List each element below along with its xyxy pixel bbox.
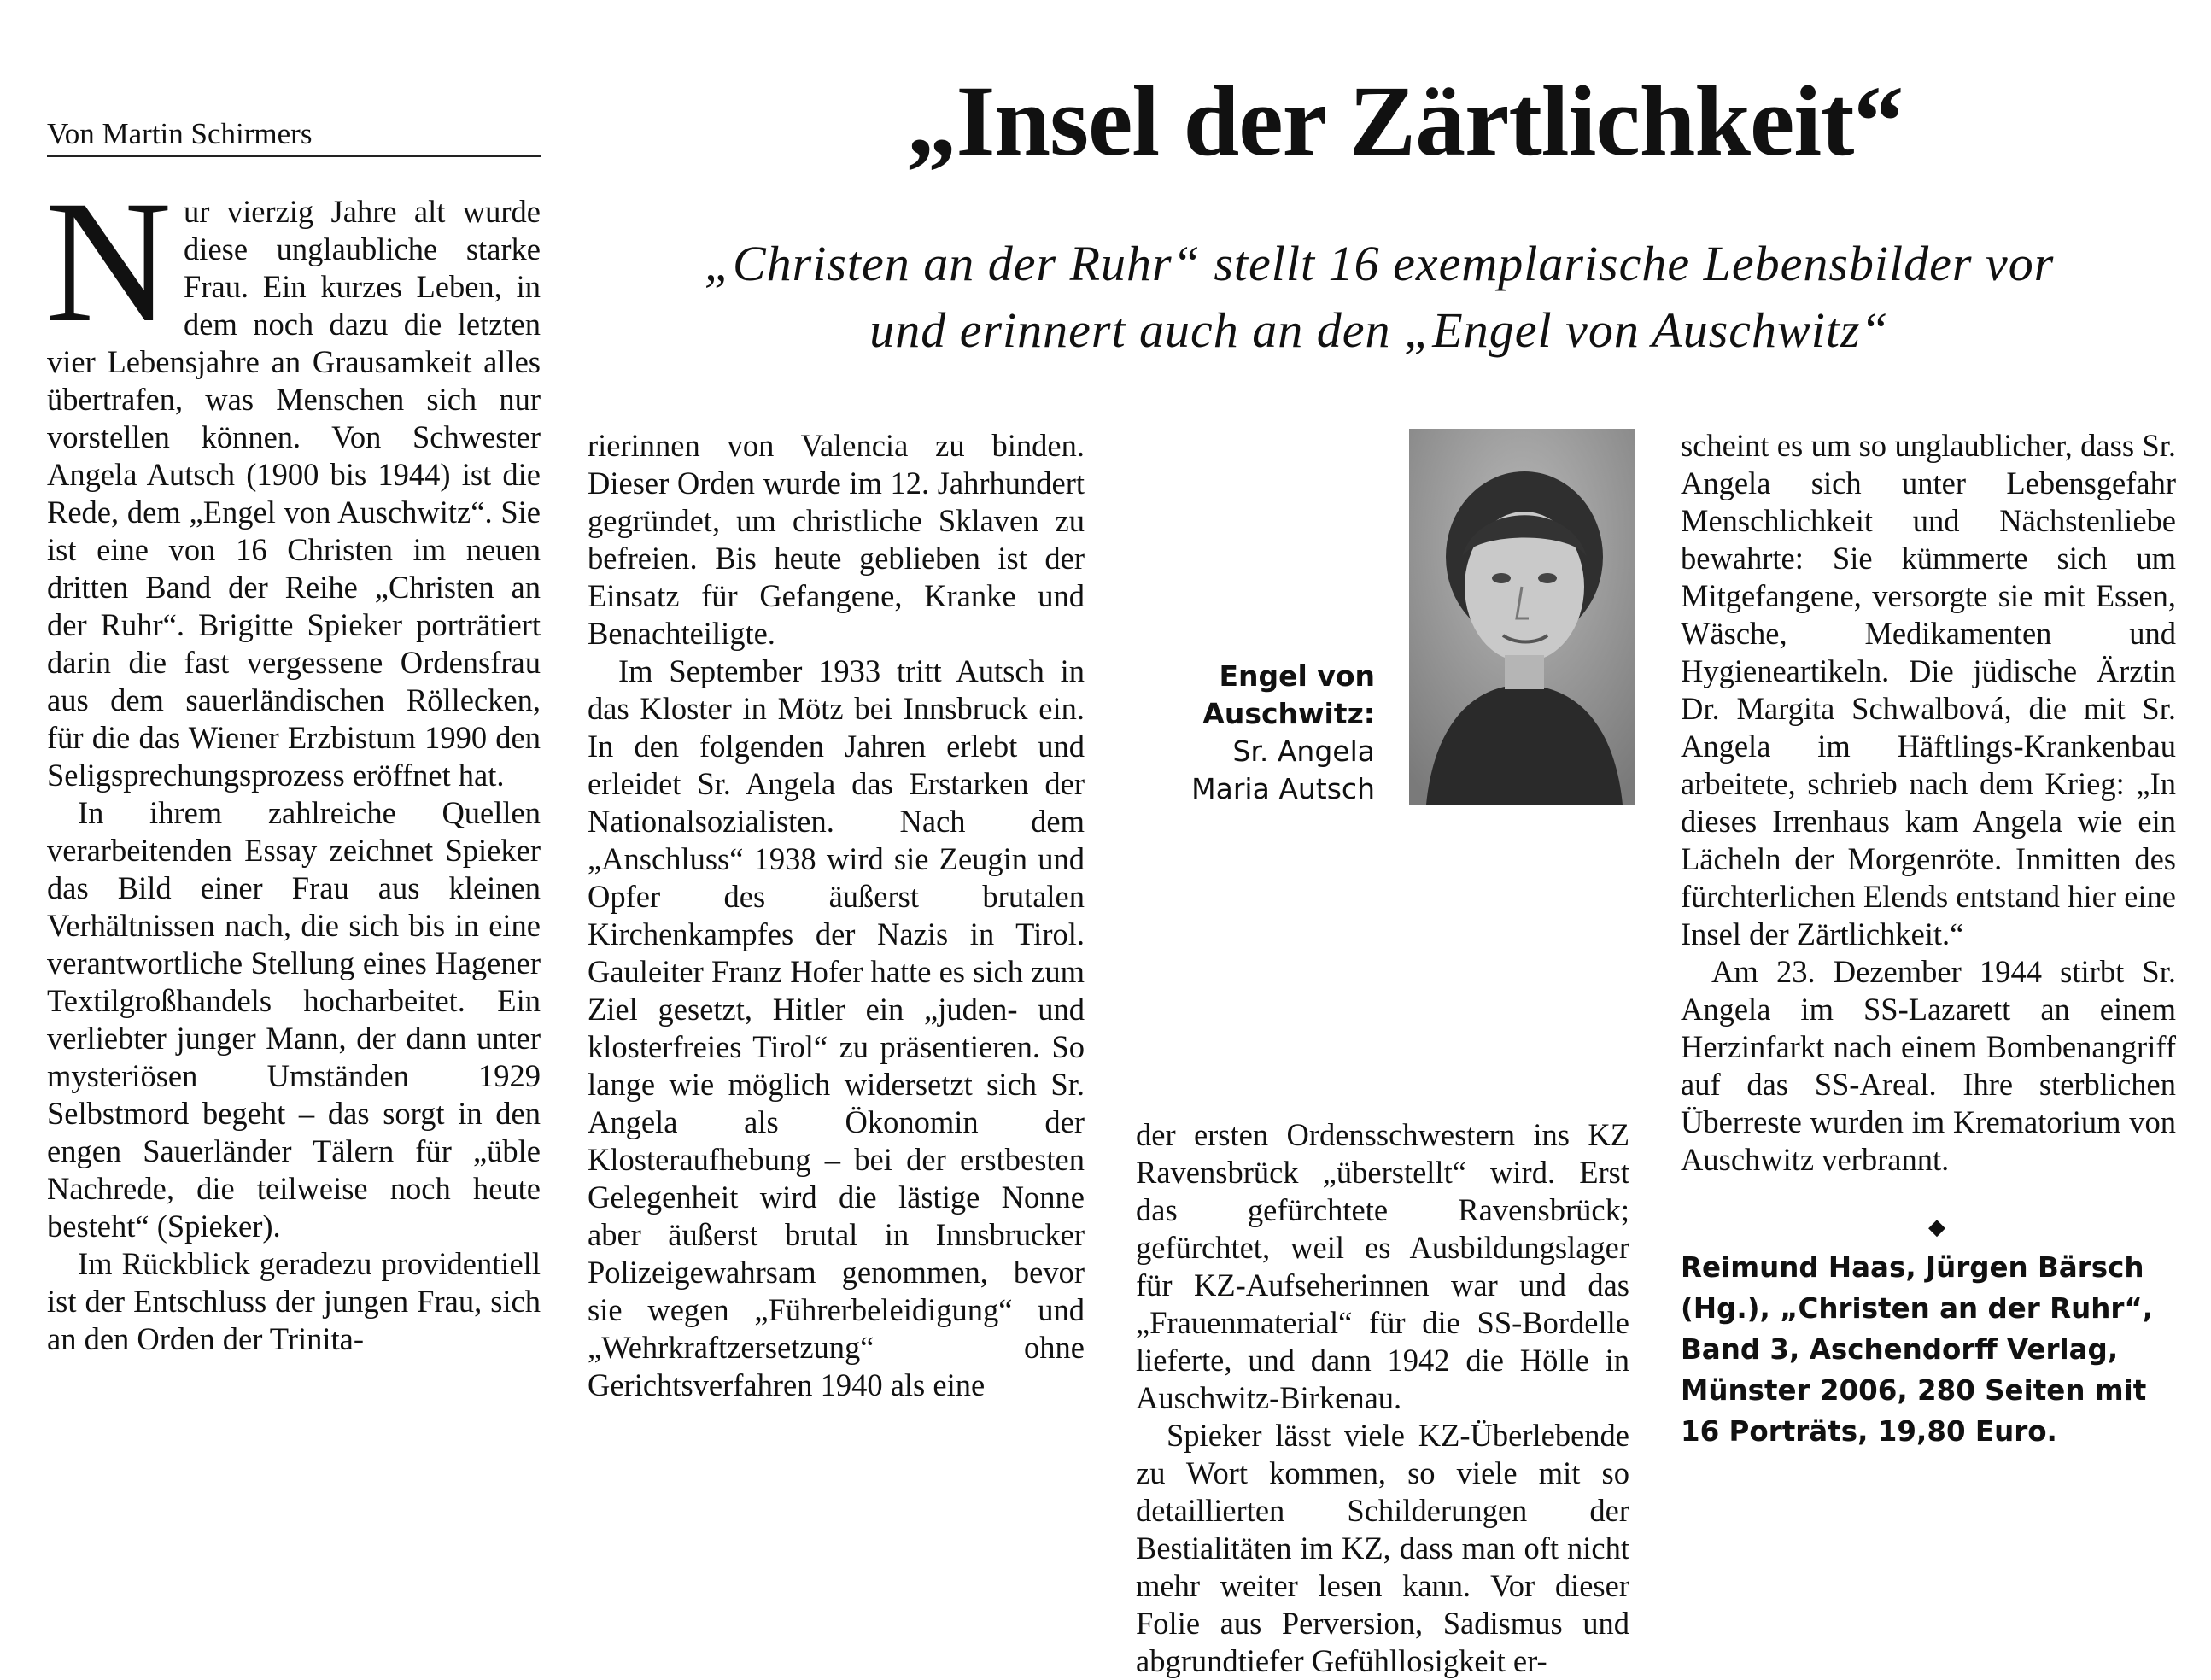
caption-title-line-2: Auschwitz: — [1202, 697, 1375, 730]
caption-text-line-1: Sr. Angela — [1232, 735, 1375, 768]
paragraph — [45, 165, 541, 794]
portrait-image — [1409, 429, 1635, 805]
book-info-line: Band 3, Aschendorff Verlag, — [1681, 1333, 2119, 1366]
paragraph-text: ur vierzig Jahre alt wurde diese unglaubliche starke Frau. Ein kurzes Leben, in dem noch dazu die letzten vier Lebensjahre an Grausamkeit alles übertrafen, was Menschen sich nur vorstellen können. Von Schwester Angela Autsch (1900 bis 1944) ist die Rede, dem „Engel von Auschwitz“. Sie ist eine von 16 Christen im neuen dritten Band der Reihe „Christen an der Ruhr“. Brigitte Spieker porträtiert darin die fast vergessene Ordensfrau aus dem sauerländischen Röllecken, für die das Wiener Erzbistum 1990 den Seligsprechungsprozess eröffnet hat. — [47, 194, 541, 793]
caption-title-line-1: Engel von — [1219, 659, 1375, 693]
book-info-line: (Hg.), „Christen an der Ruhr“, — [1681, 1292, 2154, 1325]
article-column-2 — [588, 427, 1085, 1404]
book-info-line: 16 Porträts, 19,80 Euro. — [1681, 1415, 2057, 1448]
subheadline-line-1: „Christen an der Ruhr“ stellt 16 exemplarische Lebensbilder vor — [704, 236, 2055, 291]
paragraph: In ihrem zahlreiche Quellen verarbeitenden Essay zeichnet Spieker das Bild einer Frau aus kleinen Verhältnissen nach, die sich bis in eine verantwortliche Stellung eines Hagener Textilgroßhandels hocharbeitet. Ein verliebter junger Mann, der dann unter mysteriösen Umständen 1929 Selbstmord begeht – das sorgt in den engen Sauerländer Tälern für „üble Nachrede, die teilweise noch heute besteht“ (Spieker). — [47, 795, 541, 1244]
headline: „Insel der Zärtlichkeit“ — [906, 65, 1904, 177]
photo-caption — [1161, 658, 1375, 808]
book-info — [1681, 1247, 2176, 1452]
subheadline — [598, 231, 2161, 364]
book-info-line: Reimund Haas, Jürgen Bärsch — [1681, 1251, 2144, 1284]
paragraph: Am 23. Dezember 1944 stirbt Sr. Angela im SS-Lazarett an einem Herzinfarkt nach einem Bombenangriff auf das SS-Areal. Ihre sterblichen Überreste wurden im Krematorium von Auschwitz verbrannt. — [1681, 954, 2176, 1177]
article-column-1 — [45, 165, 541, 1358]
article-column-3 — [1136, 1116, 1629, 1680]
paragraph: der ersten Ordensschwestern ins KZ Ravensbrück „überstellt“ wird. Erst das gefürchtete Ravensbrück; gefürchtet, weil es Ausbildungslager für KZ-Aufseherinnen war und das „Frauenmaterial“ für die SS-Bordelle lieferte, und dann 1942 die Hölle in Auschwitz-Birkenau. — [1136, 1117, 1629, 1415]
portrait-photo — [1409, 429, 1635, 805]
paragraph: Im September 1933 tritt Autsch in das Kloster in Mötz bei Innsbruck ein. In den folgenden Jahren erlebt und erleidet Sr. Angela das Erstarken der Nationalsozialisten. Nach dem „Anschluss“ 1938 wird sie Zeugin und Opfer des äußerst brutalen Kirchenkampfes der Nazis in Tirol. Gauleiter Franz Hofer hatte es sich zum Ziel gesetzt, Hitler ein „juden- und klosterfreies Tirol“ zu präsentieren. So lange wie möglich widersetzt sich Sr. Angela als Ökonomin der Klosteraufhebung – bei der erstbesten Gelegenheit wird die lästige Nonne aber äußerst brutal in Innsbrucker Polizeigewahrsam genommen, bevor sie wegen „Führerbeleidigung“ und „Wehrkraftzersetzung“ ohne Gerichtsverfahren 1940 als eine — [588, 653, 1085, 1402]
paragraph: Im Rückblick geradezu providentiell ist der Entschluss der jungen Frau, sich an den Orden der Trinita- — [47, 1246, 541, 1356]
byline: Von Martin Schirmers — [47, 116, 541, 157]
paragraph: Spieker lässt viele KZ-Überlebende zu Wort kommen, so viele mit so detaillierten Schilderungen der Bestialitäten im KZ, dass man oft nicht mehr weiter lesen kann. Vor dieser Folie aus Perversion, Sadismus und abgrundtiefer Gefühllosigkeit er- — [1136, 1418, 1629, 1678]
paragraph: rierinnen von Valencia zu binden. Dieser Orden wurde im 12. Jahrhundert gegründet, um christliche Sklaven zu befreien. Bis heute geblieben ist der Einsatz für Gefangene, Kranke und Benachteiligte. — [588, 428, 1085, 651]
paragraph: scheint es um so unglaublicher, dass Sr. Angela sich unter Lebensgefahr Menschlichkeit und Nächstenliebe bewahrte: Sie kümmerte sich um Mitgefangene, versorgte sie mit Essen, Wäsche, Medikamenten und Hygieneartikeln. Die jüdische Ärztin Dr. Margita Schwalbová, die mit Sr. Angela im Häftlings-Krankenbau arbeitete, schrieb nach dem Krieg: „In dieses Irrenhaus kam Angela wie ein Lächeln der Morgenröte. Inmitten des fürchterlichen Elends entstand hier eine Insel der Zärtlichkeit.“ — [1681, 428, 2176, 951]
caption-text-line-2: Maria Autsch — [1191, 772, 1375, 805]
article-column-4 — [1681, 427, 2176, 1179]
book-info-line: Münster 2006, 280 Seiten mit — [1681, 1374, 2147, 1407]
subheadline-line-2: und erinnert auch an den „Engel von Auschwitz“ — [869, 302, 1889, 358]
drop-cap: N — [45, 165, 173, 359]
separator-diamond-icon: ◆ — [1928, 1215, 1945, 1239]
